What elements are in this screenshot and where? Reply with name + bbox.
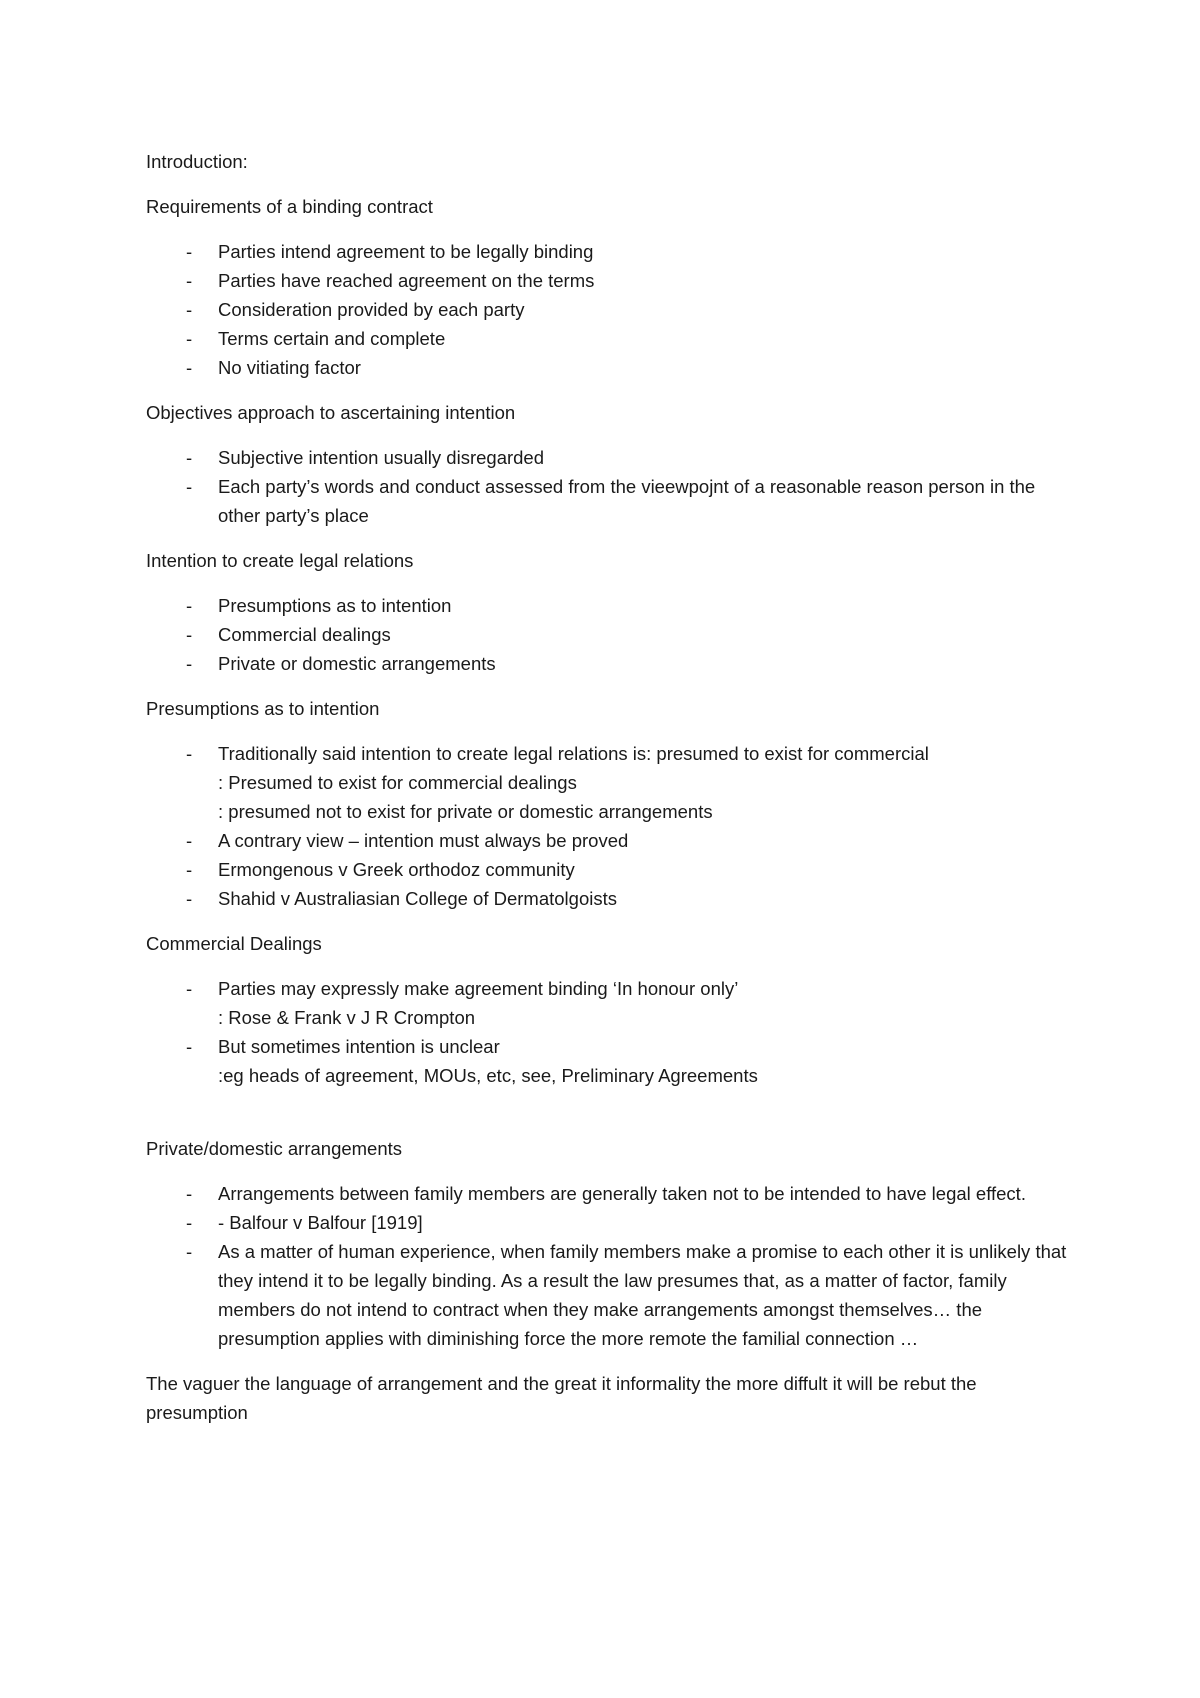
- list-item: [146, 237, 1076, 266]
- presumptions-list: [146, 739, 1076, 913]
- requirements-list: [146, 237, 1076, 382]
- list-item: [146, 620, 1076, 649]
- private-list: [146, 1179, 1076, 1353]
- list-item: [146, 472, 1076, 530]
- bullet-dash: -: [186, 1212, 193, 1233]
- list-item: [146, 353, 1076, 382]
- bullet-dash: -: [186, 1183, 193, 1204]
- list-item-text: A contrary view – intention must always be proved: [218, 830, 629, 851]
- bullet-dash: -: [186, 447, 193, 468]
- bullet-dash: -: [186, 1241, 193, 1262]
- list-item-text: Private or domestic arrangements: [218, 653, 496, 674]
- bullet-dash: -: [186, 624, 193, 645]
- list-item-text: Traditionally said intention to create legal relations is: presumed to exist for commercial: [218, 743, 929, 764]
- list-item: [146, 649, 1076, 678]
- list-item: [146, 855, 1076, 884]
- list-item-text: Consideration provided by each party: [218, 299, 525, 320]
- list-item: [146, 884, 1076, 913]
- presumptions-heading: Presumptions as to intention: [146, 698, 380, 719]
- list-item-text: Arrangements between family members are generally taken not to be intended to have legal effect.: [218, 1183, 1026, 1204]
- document-body: [146, 147, 1076, 1427]
- list-item-subline: : Rose & Frank v J R Crompton: [218, 1007, 476, 1028]
- objectives-list: [146, 443, 1076, 530]
- list-item: [146, 324, 1076, 353]
- bullet-dash: -: [186, 357, 193, 378]
- list-item-text: Ermongenous v Greek orthodoz community: [218, 859, 575, 880]
- requirements-heading: Requirements of a binding contract: [146, 196, 433, 217]
- list-item-text: Subjective intention usually disregarded: [218, 447, 545, 468]
- blank-line: [146, 1106, 1076, 1134]
- bullet-dash: -: [186, 328, 193, 349]
- list-item: [146, 295, 1076, 324]
- list-item-text: No vitiating factor: [218, 357, 361, 378]
- list-item-text: Each party’s words and conduct assessed from the vieewpojnt of a reasonable reason person in the other party’s place: [218, 476, 1036, 526]
- list-item: [146, 1237, 1076, 1353]
- bullet-dash: -: [186, 476, 193, 497]
- list-item: [146, 826, 1076, 855]
- list-item-subline: : Presumed to exist for commercial dealings: [218, 772, 577, 793]
- list-item: [146, 1179, 1076, 1208]
- list-item: [146, 974, 1076, 1032]
- intention-heading: Intention to create legal relations: [146, 550, 414, 571]
- bullet-dash: -: [186, 859, 193, 880]
- list-item-text: As a matter of human experience, when family members make a promise to each other it is unlikely that they intend it to be legally binding. As a result the law presumes that, as a matter of factor, family members do not intend to contract when they make arrangements amongst themselves… the presumption applies with diminishing force the more remote the familial connection …: [218, 1241, 1067, 1349]
- commercial-heading: Commercial Dealings: [146, 933, 322, 954]
- bullet-dash: -: [186, 888, 193, 909]
- list-item: [146, 591, 1076, 620]
- list-item-text: Parties intend agreement to be legally binding: [218, 241, 594, 262]
- commercial-list: [146, 974, 1076, 1090]
- bullet-dash: -: [186, 653, 193, 674]
- bullet-dash: -: [186, 595, 193, 616]
- closing-paragraph: The vaguer the language of arrangement and the great it informality the more diffult it will be rebut the presumption: [146, 1373, 977, 1423]
- bullet-dash: -: [186, 241, 193, 262]
- list-item-text: Parties may expressly make agreement binding ‘In honour only’: [218, 978, 739, 999]
- list-item: [146, 443, 1076, 472]
- list-item: [146, 739, 1076, 826]
- bullet-dash: -: [186, 299, 193, 320]
- list-item-text: Terms certain and complete: [218, 328, 446, 349]
- list-item-subline: :eg heads of agreement, MOUs, etc, see, Preliminary Agreements: [218, 1065, 758, 1086]
- list-item-text: Parties have reached agreement on the terms: [218, 270, 595, 291]
- list-item-text: Presumptions as to intention: [218, 595, 452, 616]
- list-item: [146, 1208, 1076, 1237]
- list-item: [146, 1032, 1076, 1090]
- list-item-text: Shahid v Australiasian College of Dermatolgoists: [218, 888, 617, 909]
- bullet-dash: -: [186, 830, 193, 851]
- bullet-dash: -: [186, 978, 193, 999]
- intention-list: [146, 591, 1076, 678]
- bullet-dash: -: [186, 270, 193, 291]
- objectives-heading: Objectives approach to ascertaining intention: [146, 402, 516, 423]
- list-item-subline: : presumed not to exist for private or domestic arrangements: [218, 801, 713, 822]
- list-item-text: Commercial dealings: [218, 624, 391, 645]
- private-heading: Private/domestic arrangements: [146, 1138, 403, 1159]
- bullet-dash: -: [186, 1036, 193, 1057]
- intro-heading: Introduction:: [146, 151, 248, 172]
- list-item: [146, 266, 1076, 295]
- list-item-text: - Balfour v Balfour [1919]: [218, 1212, 423, 1233]
- bullet-dash: -: [186, 743, 193, 764]
- list-item-text: But sometimes intention is unclear: [218, 1036, 500, 1057]
